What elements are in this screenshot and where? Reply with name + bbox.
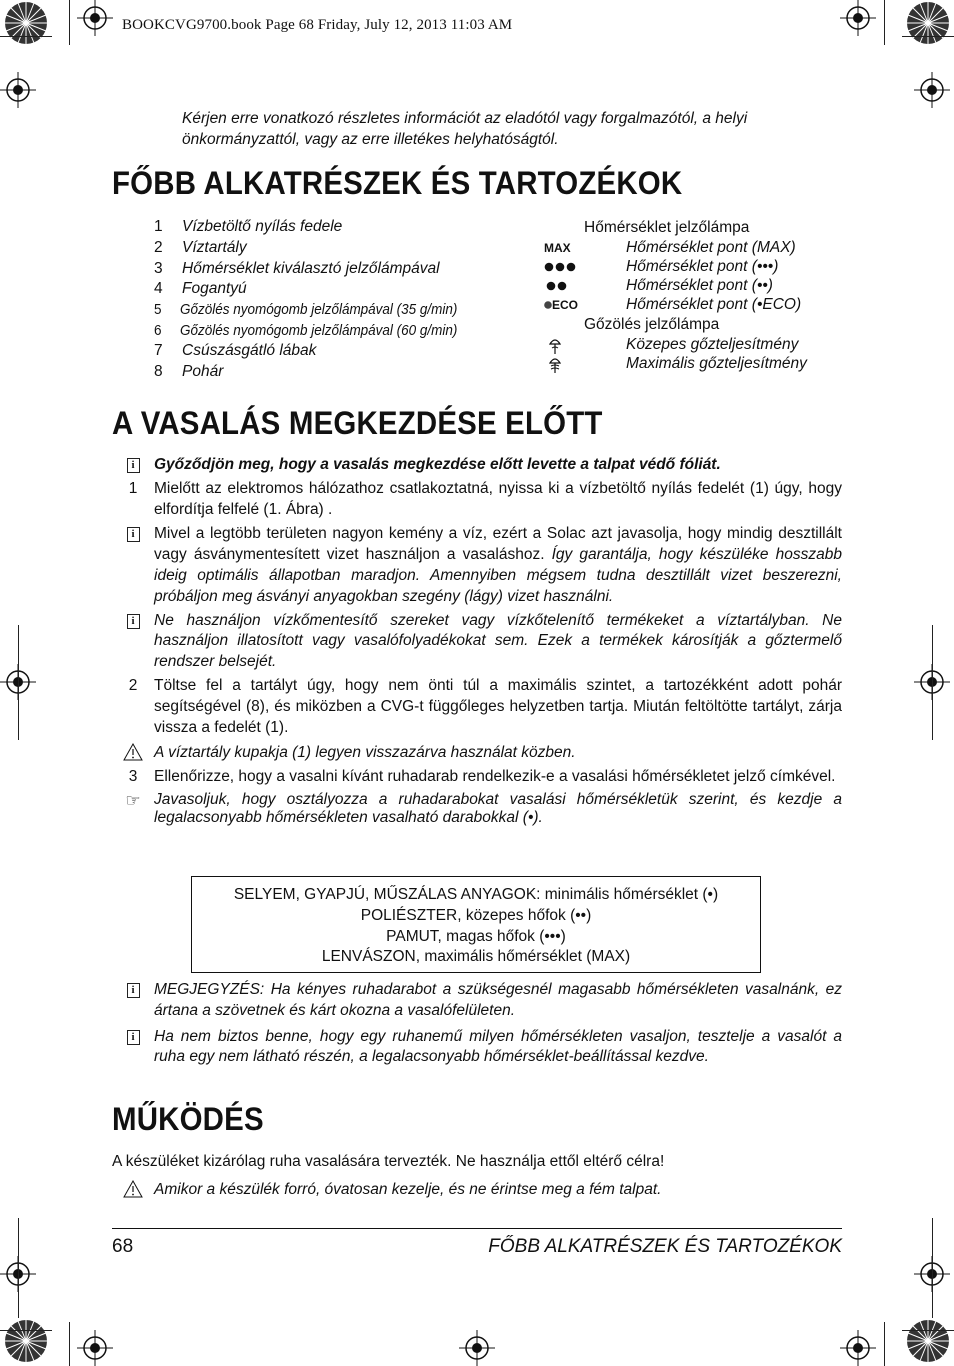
part-label: Pohár bbox=[182, 363, 224, 381]
crop-mark bbox=[69, 0, 70, 45]
item-text: Ha nem biztos benne, hogy egy ruhanemű milyen hőmérsékleten vasaljon, tesztelje a vasalót a ruha egy nem látható részén, a legalacsonyabb hőmérséklet-beállítással kezdve. bbox=[154, 1027, 842, 1066]
eco-icon: ECO bbox=[552, 297, 579, 312]
warning-icon bbox=[112, 1180, 154, 1198]
steam-medium-icon bbox=[544, 335, 626, 355]
color-bar-star-icon bbox=[905, 0, 951, 46]
section-heading-parts: FŐBB ALKATRÉSZEK ÉS TARTOZÉKOK bbox=[112, 165, 683, 201]
info-icon: i bbox=[127, 614, 140, 629]
operation-text: A készüléket kizárólag ruha vasalására tervezték. Ne használja ettől eltérő célra! bbox=[112, 1153, 665, 1170]
part-number: 6 bbox=[154, 322, 162, 339]
item-text: Ellenőrizze, hogy a vasalni kívánt ruhadarab rendelkezik-e a vasalási hőmérsékletet jelző címkével. bbox=[154, 768, 836, 786]
list-item bbox=[112, 980, 842, 1022]
crop-mark bbox=[884, 0, 885, 45]
item-text: A víztartály kupakja (1) legyen visszazárva használat közben. bbox=[154, 744, 576, 762]
list-item bbox=[112, 767, 842, 788]
color-bar-star-icon bbox=[3, 0, 49, 46]
fabric-row: LENVÁSZON, maximális hőmérséklet (MAX) bbox=[321, 948, 631, 966]
step-number: 3 bbox=[128, 768, 138, 786]
item-text: MEGJEGYZÉS: Ha kényes ruhadarabot a szükségesnél magasabb hőmérsékleten vasalnánk, ez ártana a szövetnek és kárt okozna a vasalófelületen. bbox=[154, 981, 842, 1019]
list-item bbox=[112, 479, 842, 521]
color-bar-star-icon bbox=[905, 1318, 951, 1364]
notes-list bbox=[112, 980, 842, 1068]
crop-mark bbox=[902, 36, 954, 37]
part-number: 5 bbox=[154, 302, 162, 319]
indicator-legend bbox=[544, 217, 864, 373]
list-item bbox=[544, 238, 864, 257]
item-text: Ne használjon vízkőmentesítő szereket vagy vízkőtelenítő termékeket a víztartályban. Ne használjon illatosított vagy vasalófolyadékokat sem. Ezek a termékek károsítják a gőztermelő rendszer belsejét. bbox=[154, 611, 842, 671]
info-icon: i bbox=[127, 983, 140, 998]
list-item bbox=[154, 320, 554, 341]
three-dots-icon bbox=[544, 262, 626, 272]
part-number: 8 bbox=[154, 363, 163, 381]
crop-mark bbox=[0, 36, 52, 37]
footer-title: FŐBB ALKATRÉSZEK ÉS TARTOZÉKOK bbox=[488, 1236, 842, 1257]
part-label: Víztartály bbox=[182, 239, 247, 257]
fabric-row: POLIÉSZTER, közepes hőfok (••) bbox=[360, 906, 592, 924]
section-heading-before-ironing: A VASALÁS MEGKEZDÉSE ELŐTT bbox=[112, 405, 603, 441]
list-item bbox=[154, 341, 554, 362]
two-dots-icon bbox=[544, 281, 626, 291]
part-number: 2 bbox=[154, 239, 163, 257]
registration-mark-icon bbox=[914, 72, 950, 108]
part-label: Gőzölés nyomógomb jelzőlámpával (35 g/min) bbox=[180, 302, 458, 319]
step-number: 2 bbox=[128, 676, 138, 694]
list-item bbox=[112, 1027, 842, 1069]
part-number: 4 bbox=[154, 280, 163, 298]
item-text: Töltse fel a tartályt úgy, hogy nem önti túl a maximális szintet, a tartozékként adott pohár segítségével (8), és miközben a CVG-t függőleges helyzetben tartja. Miután feltöltötte tartályt, zárja vissza a fedelét (1). bbox=[154, 676, 842, 736]
list-item bbox=[544, 354, 864, 373]
list-item bbox=[544, 335, 864, 354]
before-ironing-list bbox=[112, 455, 842, 827]
list-item bbox=[154, 279, 554, 300]
crop-mark bbox=[932, 625, 933, 740]
color-bar-star-icon bbox=[3, 1318, 49, 1364]
step-number: 1 bbox=[128, 479, 138, 497]
list-item bbox=[112, 743, 842, 764]
list-item bbox=[154, 362, 554, 383]
crop-mark bbox=[69, 1322, 70, 1366]
list-item bbox=[544, 257, 864, 276]
crop-mark bbox=[884, 1322, 885, 1366]
part-label: Csúszásgátló lábak bbox=[182, 342, 317, 360]
part-number: 7 bbox=[154, 342, 163, 360]
item-text: Amikor a készülék forró, óvatosan kezelje, és ne érintse meg a fém talpat. bbox=[154, 1181, 662, 1198]
steam-heading: Gőzölés jelzőlámpa bbox=[584, 315, 720, 333]
info-icon: i bbox=[127, 527, 140, 542]
indicator-label: Hőmérséklet pont (MAX) bbox=[626, 238, 796, 256]
part-label: Vízbetöltő nyílás fedele bbox=[182, 218, 343, 236]
list-item bbox=[112, 611, 842, 673]
parts-list bbox=[154, 217, 554, 383]
registration-mark-icon bbox=[840, 0, 876, 36]
list-item bbox=[154, 238, 554, 259]
crop-mark bbox=[0, 1330, 52, 1331]
crop-mark bbox=[18, 625, 19, 740]
registration-mark-icon bbox=[77, 0, 113, 36]
indicator-label: Maximális gőzteljesítmény bbox=[626, 354, 807, 372]
item-text-regular: Mivel a legtöbb területen nagyon kemény a víz, ezért a Solac azt javasolja, hogy mindig desztillált vagy ásványmentesített vizet használjon a vasaláshoz. bbox=[154, 525, 842, 564]
list-item bbox=[544, 295, 864, 314]
part-number: 1 bbox=[154, 218, 163, 236]
steam-max-icon bbox=[544, 354, 626, 374]
operation-warning bbox=[112, 1180, 842, 1201]
crop-mark bbox=[902, 1330, 954, 1331]
pointing-hand-icon: ☞ bbox=[125, 790, 141, 810]
max-icon: MAX bbox=[544, 240, 571, 255]
list-item bbox=[112, 524, 842, 607]
indicator-label: Hőmérséklet pont (••) bbox=[626, 276, 773, 294]
temperature-heading: Hőmérséklet jelzőlámpa bbox=[584, 218, 750, 236]
list-item bbox=[154, 217, 554, 238]
intro-text: Kérjen erre vonatkozó részletes információt az eladótól vagy forgalmazótól, a helyi önkormányzattól, vagy az erre illetékes helyhatóságtól. bbox=[182, 110, 748, 148]
registration-mark-icon bbox=[840, 1330, 876, 1366]
crop-mark bbox=[932, 1218, 933, 1318]
indicator-label: Hőmérséklet pont (•••) bbox=[626, 257, 779, 275]
info-icon: i bbox=[127, 1030, 140, 1045]
fabric-row: PAMUT, magas hőfok (•••) bbox=[386, 927, 566, 945]
fabric-row: SELYEM, GYAPJÚ, MŰSZÁLAS ANYAGOK: minimális hőmérséklet (•) bbox=[233, 886, 719, 903]
registration-mark-icon bbox=[77, 1330, 113, 1366]
indicator-label: Közepes gőzteljesítmény bbox=[626, 335, 799, 353]
info-icon: i bbox=[127, 458, 140, 473]
part-number: 3 bbox=[154, 259, 163, 277]
list-item bbox=[112, 455, 842, 476]
footer-rule bbox=[112, 1228, 842, 1229]
list-item bbox=[112, 1180, 842, 1201]
list-item bbox=[544, 276, 864, 295]
page-number: 68 bbox=[112, 1236, 134, 1257]
print-slug: BOOKCVG9700.book Page 68 Friday, July 12, 2013 11:03 AM bbox=[122, 17, 513, 33]
list-item bbox=[112, 676, 842, 738]
item-text: Mielőtt az elektromos hálózathoz csatlakoztatná, nyissa ki a vízbetöltő nyílás fedelét (1) úgy, hogy elfordítja felfelé (1. Ábra) . bbox=[154, 479, 842, 518]
registration-mark-icon bbox=[459, 1330, 495, 1366]
indicator-label: Hőmérséklet pont (•ECO) bbox=[626, 295, 802, 313]
warning-icon bbox=[112, 743, 154, 761]
part-label: Fogantyú bbox=[182, 280, 247, 298]
fabric-temperature-table bbox=[191, 876, 761, 973]
section-heading-operation: MŰKÖDÉS bbox=[112, 1101, 264, 1137]
dot-icon bbox=[544, 300, 552, 310]
list-item bbox=[112, 791, 842, 827]
list-item bbox=[154, 300, 554, 321]
item-text-italic: Így garantálja, hogy készüléke hosszabb ideig optimális állapotban maradjon. Amennyiben mégsem tudna desztillált vizet beszerezni, próbáljon meg ásványi anyagokban szegény (lágy) vizet használni. bbox=[154, 546, 842, 605]
item-text: Győződjön meg, hogy a vasalás megkezdése előtt levette a talpat védő fóliát. bbox=[154, 456, 721, 473]
item-text: Javasoljuk, hogy osztályozza a ruhadarabokat vasalási hőmérsékletük szerint, és kezdje a legalacsonyabb hőmérsékleten vasalható darabokkal (•). bbox=[154, 790, 842, 826]
item-text bbox=[154, 524, 842, 607]
part-label: Hőmérséklet kiválasztó jelzőlámpával bbox=[182, 259, 440, 277]
crop-mark bbox=[18, 1218, 19, 1318]
registration-mark-icon bbox=[0, 72, 36, 108]
list-item bbox=[154, 258, 554, 279]
part-label: Gőzölés nyomógomb jelzőlámpával (60 g/min) bbox=[180, 322, 458, 339]
